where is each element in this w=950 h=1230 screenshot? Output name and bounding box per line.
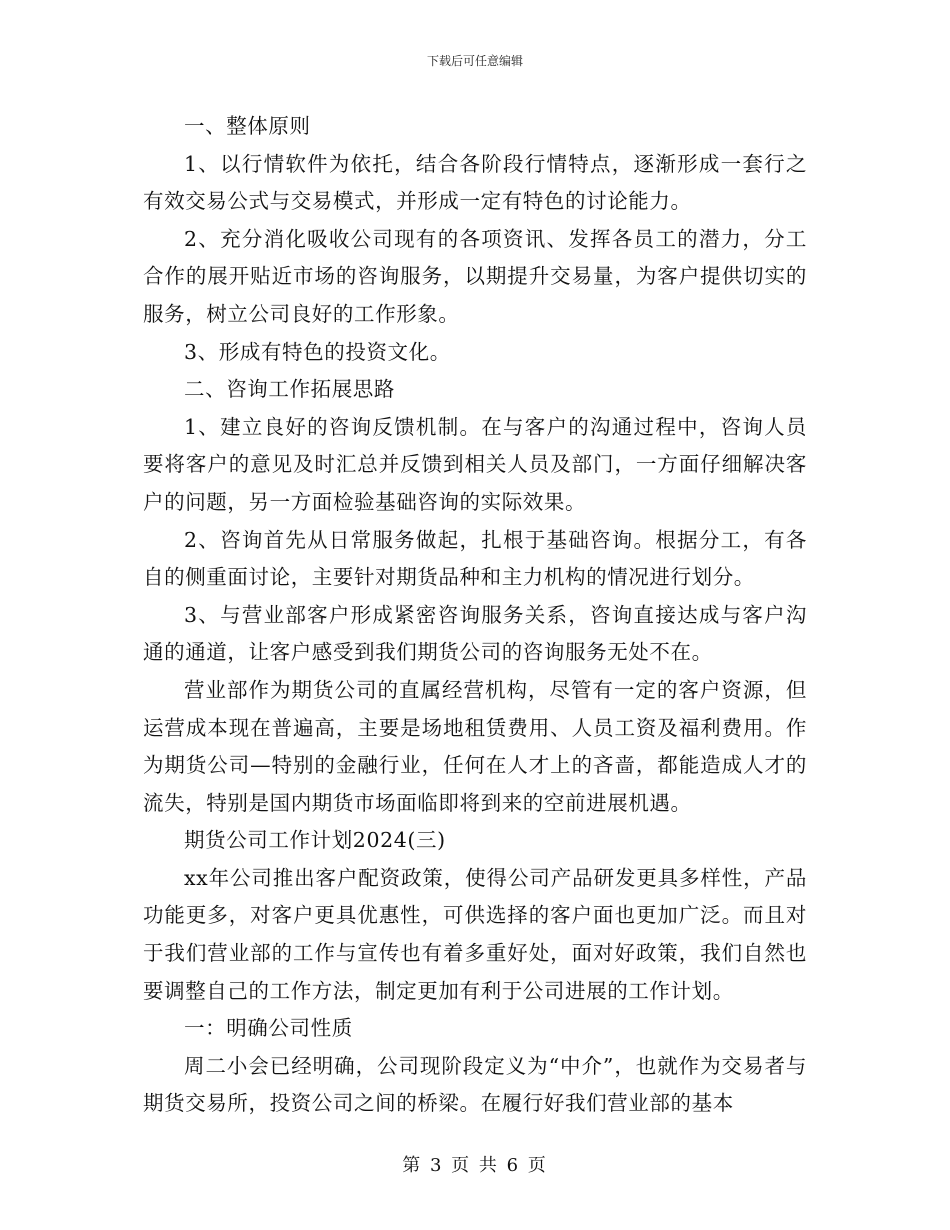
paragraph: 2、充分消化吸收公司现有的各项资讯、发挥各员工的潜力，分工合作的展开贴近市场的咨询服务，以期提升交易量，为客户提供切实的服务，树立公司良好的工作形象。 <box>143 226 807 326</box>
page-footer: 第 3 页 共 6 页 <box>402 1155 548 1176</box>
paragraph: 3、与营业部客户形成紧密咨询服务关系，咨询直接达成与客户沟通的通道，让客户感受到我们期货公司的咨询服务无处不在。 <box>143 602 807 665</box>
document-body <box>143 108 807 1123</box>
section-heading-company-nature: 一：明确公司性质 <box>184 1016 353 1041</box>
document-subtitle: 期货公司工作计划2024(三) <box>184 828 446 853</box>
paragraph: xx年公司推出客户配资政策，使得公司产品研发更具多样性，产品功能更多，对客户更具优惠性，可供选择的客户面也更加广泛。而且对于我们营业部的工作与宣传也有着多重好处，面对好政策，我们自然也要调整自己的工作方法，制定更加有利于公司进展的工作计划。 <box>143 865 807 1003</box>
section-heading-principles: 一、整体原则 <box>184 114 311 138</box>
paragraph: 1、建立良好的咨询反馈机制。在与客户的沟通过程中，咨询人员要将客户的意见及时汇总并反馈到相关人员及部门，一方面仔细解决客户的问题，另一方面检验基础咨询的实际效果。 <box>143 414 807 514</box>
paragraph: 营业部作为期货公司的直属经营机构，尽管有一定的客户资源，但运营成本现在普遍高，主要是场地租赁费用、人员工资及福利费用。作为期货公司—特别的金融行业，任何在人才上的吝啬，都能造成人才的流失，特别是国内期货市场面临即将到来的空前进展机遇。 <box>143 677 807 815</box>
section-heading-consulting: 二、咨询工作拓展思路 <box>184 377 395 402</box>
page-header: 下载后可任意编辑 <box>426 54 523 68</box>
paragraph: 2、咨询首先从日常服务做起，扎根于基础咨询。根据分工，有各自的侧重面讨论，主要针对期货品种和主力机构的情况进行划分。 <box>143 527 807 590</box>
paragraph: 3、形成有特色的投资文化。 <box>184 339 451 364</box>
paragraph: 周二小会已经明确，公司现阶段定义为“中介”，也就作为交易者与期货交易所，投资公司之间的桥梁。在履行好我们营业部的基本 <box>143 1053 807 1116</box>
paragraph: 1、以行情软件为依托，结合各阶段行情特点，逐渐形成一套行之有效交易公式与交易模式，并形成一定有特色的讨论能力。 <box>143 151 807 214</box>
